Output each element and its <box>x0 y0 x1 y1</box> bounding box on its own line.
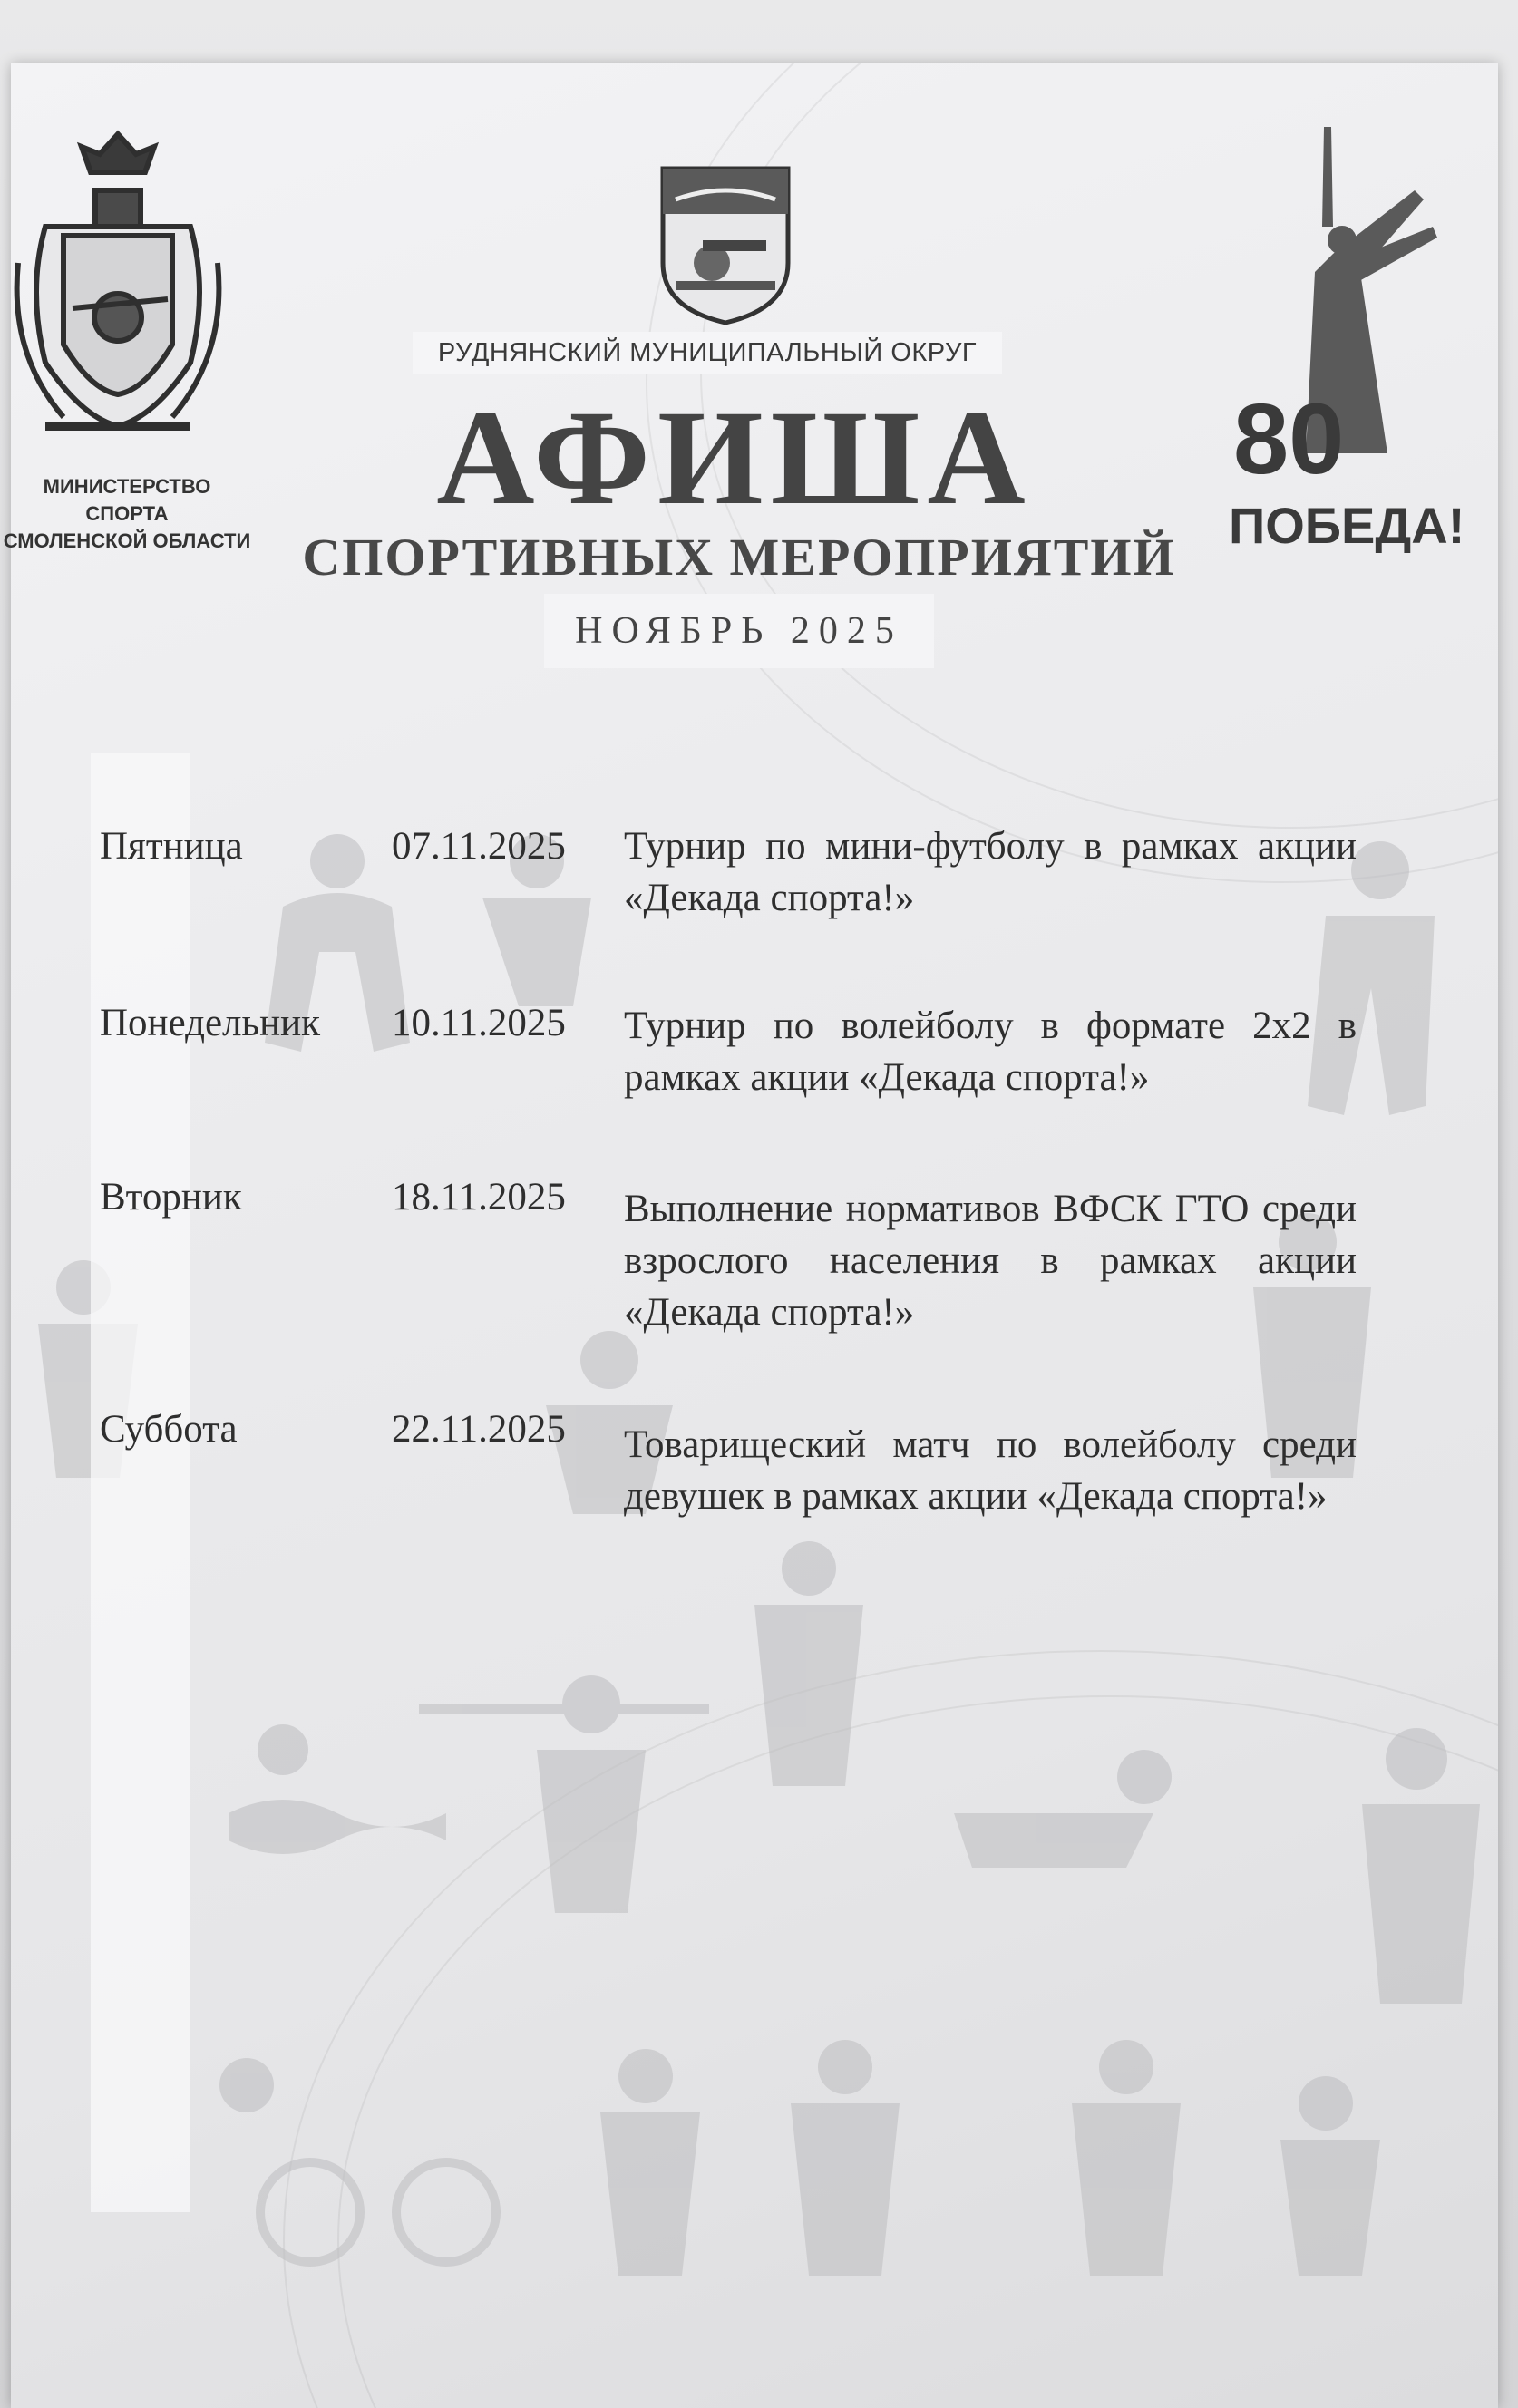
bicycle-wheel-icon <box>396 2162 496 2262</box>
event-day: Понедельник <box>100 1002 321 1044</box>
volleyball-net-icon <box>419 1704 709 1714</box>
boxer-icon <box>791 2103 900 2276</box>
event-day: Пятница <box>100 825 243 868</box>
district-name: РУДНЯНСКИЙ МУНИЦИПАЛЬНЫЙ ОКРУГ <box>413 332 1002 374</box>
swimmer-wave-icon <box>229 1800 446 1854</box>
event-description: Товарищеский матч по волейболу среди девушек в рамках акции «Декада спорта!» <box>624 1423 1357 1518</box>
bicycle-wheel-icon <box>260 2162 360 2262</box>
ministry-caption-line1: МИНИСТЕРСТВО СПОРТА <box>43 475 211 525</box>
event-day: Вторник <box>100 1176 242 1219</box>
poster-subtitle: СПОРТИВНЫХ МЕРОПРИЯТИЙ <box>302 528 1176 587</box>
athlete-head-icon <box>818 2040 872 2094</box>
event-date: 10.11.2025 <box>392 1002 566 1044</box>
ministry-caption-line2: СМОЛЕНСКОЙ ОБЛАСТИ <box>3 529 251 552</box>
athlete-head-icon <box>1099 2040 1153 2094</box>
victory-number: 80 <box>1233 384 1345 495</box>
rudnya-coat-of-arms-icon <box>657 163 793 326</box>
event-day: Суббота <box>100 1408 238 1451</box>
white-margin-strip <box>91 752 190 2212</box>
skier-icon <box>954 1813 1153 1868</box>
shot-put-icon <box>1280 2140 1380 2276</box>
archer-icon <box>1362 1804 1480 2004</box>
event-date: 22.11.2025 <box>392 1408 566 1451</box>
volleyball-player-icon <box>537 1750 646 1913</box>
victory-word: ПОБЕДА! <box>1229 497 1465 554</box>
event-description: Турнир по волейболу в формате 2х2 в рамках акции «Декада спорта!» <box>624 1005 1357 1099</box>
athlete-head-icon <box>1351 841 1409 899</box>
discus-thrower-icon <box>1072 2103 1181 2276</box>
athlete-head-icon <box>618 2049 673 2103</box>
archer-head-icon <box>1386 1728 1447 1790</box>
poster-month: НОЯБРЬ 2025 <box>544 594 934 668</box>
athlete-head-icon <box>580 1331 638 1389</box>
smolensk-coat-of-arms-icon <box>9 127 227 453</box>
poster-title: АФИША <box>436 383 1033 533</box>
ministry-caption <box>0 473 254 555</box>
event-description: Выполнение нормативов ВФСК ГТО среди взрослого населения в рамках акции «Декада спорта!» <box>624 1188 1357 1334</box>
athlete-head-icon <box>219 2058 274 2112</box>
skier-head-icon <box>1117 1750 1172 1804</box>
event-description: Турнир по мини-футболу в рамках акции «Декада спорта!» <box>624 825 1357 919</box>
boxer-icon <box>600 2112 700 2276</box>
athlete-head-icon <box>782 1541 836 1596</box>
event-date: 18.11.2025 <box>392 1176 566 1219</box>
athlete-head-icon <box>1299 2076 1353 2131</box>
victory-80-emblem <box>1206 127 1465 580</box>
gymnast-icon <box>482 898 591 1006</box>
hockey-player-icon <box>754 1605 863 1786</box>
event-date: 07.11.2025 <box>392 825 566 868</box>
swimmer-head-icon <box>258 1724 308 1775</box>
